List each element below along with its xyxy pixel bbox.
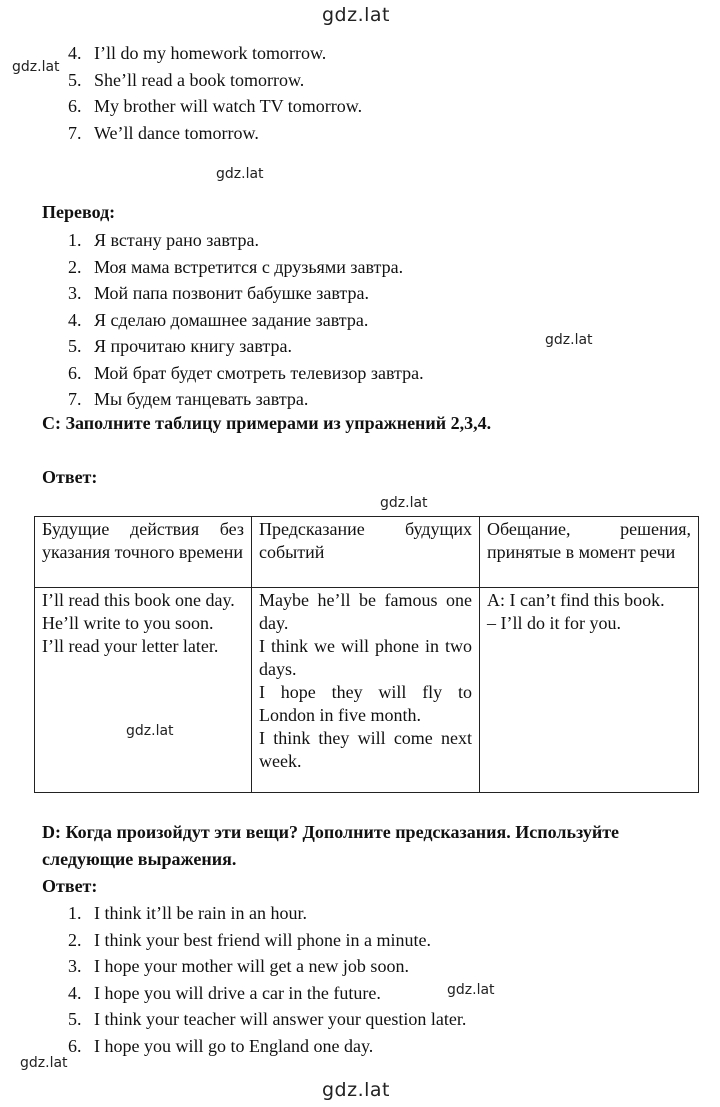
watermark: gdz.lat bbox=[447, 982, 495, 998]
list-item: 6. Мой брат будет смотреть телевизор завтра. bbox=[68, 362, 424, 383]
list-item: 3. Мой папа позвонит бабушке завтра. bbox=[68, 283, 369, 303]
examples-table bbox=[34, 516, 699, 793]
cell-sentence: I think they will come next week. bbox=[259, 728, 472, 771]
list-item: 3. I hope your mother will get a new job soon. bbox=[68, 956, 409, 976]
watermark: gdz.lat bbox=[545, 332, 593, 348]
list-item: 5. She’ll read a book tomorrow. bbox=[68, 69, 305, 90]
table-header-cell: Будущие действия без указания точного времени bbox=[35, 517, 252, 588]
cell-sentence: I think we will phone in two days. bbox=[259, 636, 472, 679]
list-item: 4. Я сделаю домашнее задание завтра. bbox=[68, 309, 369, 330]
table-cell-col1 bbox=[35, 588, 252, 793]
list-item: 6. I hope you will go to England one day. bbox=[68, 1035, 374, 1056]
list-item: 1. I think it’ll be rain in an hour. bbox=[68, 903, 307, 923]
list-item: 2. I think your best friend will phone in a minute. bbox=[68, 929, 431, 950]
cell-sentence: I hope they will fly to London in five month. bbox=[259, 682, 472, 725]
list-item: 1. Я встану рано завтра. bbox=[68, 230, 259, 250]
table-header-row bbox=[35, 517, 699, 588]
list-item: 7. Мы будем танцевать завтра. bbox=[68, 389, 309, 409]
watermark: gdz.lat bbox=[12, 59, 60, 75]
predictions-list bbox=[68, 900, 466, 1059]
list-item: 7. We’ll dance tomorrow. bbox=[68, 122, 259, 143]
section-c-heading: С: Заполните таблицу примерами из упражнений 2,3,4. bbox=[42, 413, 492, 433]
list-item: 6. My brother will watch TV tomorrow. bbox=[68, 96, 363, 116]
cell-sentence: A: I can’t find this book. bbox=[487, 590, 665, 610]
table-row bbox=[35, 588, 699, 793]
translation-list bbox=[68, 227, 424, 413]
watermark-top: gdz.lat bbox=[322, 4, 391, 26]
watermark: gdz.lat bbox=[126, 723, 174, 739]
list-item: 2. Моя мама встретится с друзьями завтра. bbox=[68, 256, 404, 277]
list-item: 5. Я прочитаю книгу завтра. bbox=[68, 336, 292, 356]
watermark-bottom: gdz.lat bbox=[322, 1079, 391, 1101]
table-cell-col3 bbox=[480, 588, 699, 793]
section-d-heading-line2: следующие выражения. bbox=[42, 849, 237, 869]
translation-heading: Перевод: bbox=[42, 202, 116, 222]
watermark: gdz.lat bbox=[20, 1055, 68, 1071]
table-header-cell: Обещание, решения, принятые в момент речи bbox=[480, 517, 699, 588]
list-item: 5. I think your teacher will answer your question later. bbox=[68, 1009, 467, 1029]
list-item: 4. I’ll do my homework tomorrow. bbox=[68, 43, 327, 63]
top-list bbox=[68, 40, 362, 146]
section-c-answer-label: Ответ: bbox=[42, 467, 98, 487]
table-cell-col2 bbox=[252, 588, 480, 793]
cell-sentence: Maybe he’ll be famous one day. bbox=[259, 590, 472, 633]
list-item: 4. I hope you will drive a car in the future. bbox=[68, 982, 381, 1003]
section-d-answer-label: Ответ: bbox=[42, 876, 98, 896]
cell-sentence: – I’ll do it for you. bbox=[487, 613, 621, 633]
section-d-heading-line1: D: Когда произойдут эти вещи? Дополните предсказания. Используйте bbox=[42, 822, 620, 842]
watermark: gdz.lat bbox=[380, 495, 428, 511]
cell-sentence: I’ll read your letter later. bbox=[42, 636, 219, 656]
cell-sentence: I’ll read this book one day. bbox=[42, 590, 235, 610]
table-header-cell: Предсказание будущих событий bbox=[252, 517, 480, 588]
cell-sentence: He’ll write to you soon. bbox=[42, 613, 214, 633]
watermark: gdz.lat bbox=[216, 166, 264, 182]
